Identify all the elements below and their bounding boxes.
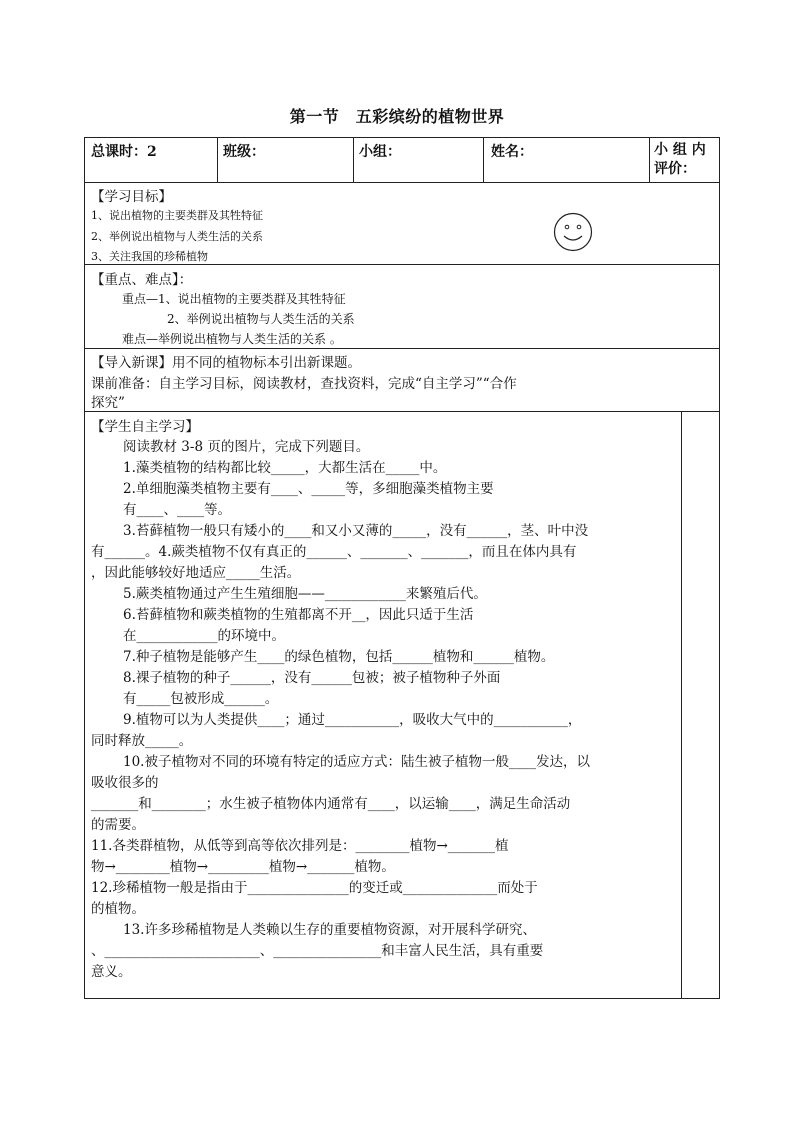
objective-item: 2、举例说出植物与人类生活的关系 <box>91 230 263 243</box>
page-title: 第一节 五彩缤纷的植物世界 <box>289 107 505 126</box>
question-line: 10.被子植物对不同的环境有特定的适应方式：陆生被子植物一般____发达，以 <box>123 754 590 770</box>
question-line: 11.各类群植物，从低等到高等依次排列是：________植物→_______植 <box>91 838 509 854</box>
question-line: 5.蕨类植物通过产生生殖细胞——____________来繁殖后代。 <box>123 586 487 602</box>
question-line: 吸收很多的 <box>91 775 159 791</box>
difficulty-line: 难点—举例说出植物与人类生活的关系 。 <box>122 332 342 346</box>
group-field: 小组： <box>359 144 401 160</box>
keypoint-line: 重点—1、说出植物的主要类群及其牲特征 <box>122 292 346 306</box>
intro-line: 【导入新课】用不同的植物标本引出新课题。 <box>91 355 361 371</box>
evaluation-label-2: 评价： <box>654 161 696 177</box>
question-line: 9.植物可以为人类提供____；通过___________，吸收大气中的___________， <box>123 712 582 728</box>
question-line: 12.珍稀植物一般是指由于_______________的变迁或______________而处于 <box>91 880 538 896</box>
objectives-heading: 【学习目标】 <box>91 189 172 205</box>
row-divider <box>85 264 719 265</box>
question-line: 的需要。 <box>91 817 145 833</box>
question-line: _______和________；水生被子植物体内通常有____，以运输____，满足生命活动 <box>91 796 571 812</box>
selfstudy-heading: 【学生自主学习】 <box>91 419 199 435</box>
class-field: 班级： <box>223 144 265 160</box>
prep-line-2: 探究” <box>91 395 125 411</box>
question-line: ，因此能够较好地适应_____生活。 <box>91 565 301 581</box>
smiley-face-icon <box>553 212 593 252</box>
row-divider <box>85 411 719 412</box>
question-line: 意义。 <box>91 964 132 980</box>
question-line: 有______。4.蕨类植物不仅有真正的______、_______、_______，而且在体内具有 <box>91 544 577 560</box>
question-line: 同时释放_____。 <box>91 733 193 749</box>
question-line: 在____________的环境中。 <box>123 628 285 644</box>
col-divider <box>217 138 218 182</box>
col-divider <box>353 138 354 182</box>
objective-item: 3、关注我国的珍稀植物 <box>91 250 208 263</box>
lesson-table <box>84 137 720 999</box>
question-line: 6.苔藓植物和蕨类植物的生殖都离不开__，因此只适于生活 <box>123 607 474 623</box>
objective-item: 1、说出植物的主要类群及其牲特征 <box>91 209 263 222</box>
evaluation-label: 小 组 内 <box>654 142 706 158</box>
question-line: 有____、____等。 <box>123 502 231 518</box>
question-line: 阅读教材 3-8 页的图片，完成下列题目。 <box>123 439 370 455</box>
name-field: 姓名： <box>491 144 533 160</box>
question-line: 有_____包被形成______。 <box>123 691 279 707</box>
row-divider <box>85 182 719 183</box>
col-divider <box>483 138 484 182</box>
col-divider <box>649 138 650 182</box>
question-line: 的植物。 <box>91 901 145 917</box>
keypoint-line: 2、举例说出植物与人类生活的关系 <box>167 312 355 326</box>
prep-line: 课前准备：自主学习目标，阅读教材，查找资料，完成“自主学习”“合作 <box>91 376 517 392</box>
question-line: 13.许多珍稀植物是人类赖以生存的重要植物资源，对开展科学研究、 <box>123 922 536 938</box>
total-hours: 总课时：2 <box>91 144 157 160</box>
question-line: 1.藻类植物的结构都比较_____，大都生活在_____中。 <box>123 460 447 476</box>
question-line: 、_______________________、________________和丰富人民生活，具有重要 <box>91 943 544 959</box>
question-line: 物→________植物→_________植物→_______植物。 <box>91 859 395 875</box>
question-line: 8.裸子植物的种子______，没有______包被；被子植物种子外面 <box>123 670 501 686</box>
question-line: 2.单细胞藻类植物主要有____、_____等，多细胞藻类植物主要 <box>123 481 494 497</box>
col-divider <box>681 411 682 999</box>
row-divider <box>85 348 719 349</box>
keypoints-heading: 【重点、难点】： <box>91 272 193 288</box>
question-line: 7.种子植物是能够产生____的绿色植物，包括______植物和______植物。 <box>123 649 555 665</box>
question-line: 3.苔藓植物一般只有矮小的____和又小又薄的_____，没有______，茎、叶中没 <box>123 523 589 539</box>
